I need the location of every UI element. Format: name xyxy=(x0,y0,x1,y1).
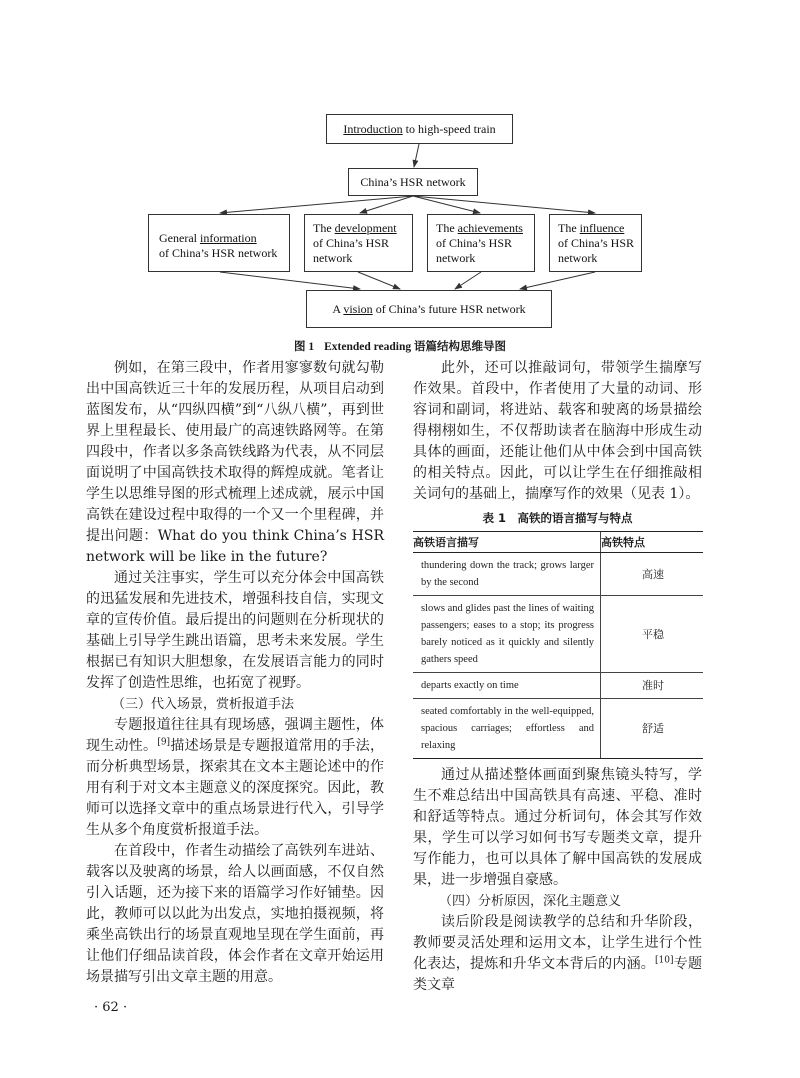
citation: [9] xyxy=(157,737,171,748)
figure-number: 图 1 xyxy=(293,341,315,353)
node-b3-pre: The xyxy=(436,221,458,235)
arrow-root-to-hsr xyxy=(414,144,419,167)
paragraph: 在首段中，作者生动描绘了高铁列车进站、载客以及驶离的场景，给人以画面感，不仅自然引入话题，还为接下来的语篇学习作好铺垫。因此，教师可以以此为出发点，实地拍摄视频，将乘坐高铁出行的场景直观地呈现在学生面前，再让他们仔细品读首段，体会作者在文章开始运用场景描写引出文章主题的用意。 xyxy=(86,843,384,985)
node-b2-keyword: development xyxy=(334,221,397,235)
table-header-feature: 高铁特点 xyxy=(601,532,704,553)
paragraph xyxy=(86,715,384,841)
left-column xyxy=(86,358,384,988)
arrow-hsr-to-achievements xyxy=(413,196,480,213)
paragraph: 通过从描述整体画面到聚焦镜头特写，学生不难总结出中国高铁具有高速、平稳、准时和舒适等特点。通过分析词句，体会其写作效果，学生可以学习如何书写专题类文章，提升写作能力，也可以具体了解中国高铁的发展成果，进一步增强自豪感。 xyxy=(413,767,702,888)
arrow-influence-to-vision xyxy=(520,272,595,289)
mind-map-figure xyxy=(0,0,800,335)
table-cell-feature: 舒适 xyxy=(601,699,704,759)
table-cell-feature: 平稳 xyxy=(601,596,704,673)
arrow-development-to-vision xyxy=(358,272,400,289)
table-header-row xyxy=(413,532,703,553)
paragraph-text: 专题类文章 xyxy=(413,956,703,993)
table-row xyxy=(413,699,703,759)
right-column xyxy=(413,358,702,996)
node-achievements xyxy=(427,214,535,272)
paragraph: 此外，还可以推敲词句，带领学生揣摩写作效果。首段中，作者使用了大量的动词、形容词和副词，将进站、载客和驶离的场景描绘得栩栩如生，不仅帮助读者在脑海中形成生动具体的画面，还能让他们从中体会到中国高铁的相关特点。因此，可以让学生在仔细推敲相关词句的基础上，揣摩写作的效果（见表 1）。 xyxy=(413,360,702,502)
node-b2-post: of China’s HSR network xyxy=(313,236,390,265)
node-b2-pre: The xyxy=(313,221,335,235)
node-introduction-keyword: Introduction xyxy=(343,122,403,136)
table-caption: 表 1 高铁的语言描写与特点 xyxy=(482,511,633,525)
section-heading: （四）分析原因，深化主题意义 xyxy=(439,894,622,909)
node-b4-post: of China’s HSR network xyxy=(558,236,635,265)
node-vision-pre: A xyxy=(332,302,344,316)
node-hsr-network-text: China’s HSR network xyxy=(360,175,466,189)
figure-caption-text: Extended reading 语篇结构思维导图 xyxy=(324,341,506,353)
paragraph-text: 专题报道往往具有现场感，强调主题性，体现生动性。 xyxy=(86,717,384,754)
arrow-info-to-vision xyxy=(220,272,360,289)
paragraph: 通过关注事实，学生可以充分体会中国高铁的迅猛发展和先进技术，增强科技自信，实现文章的宣传价值。最后提出的问题则在分析现状的基础上引导学生跳出语篇，思考未来发展。学生根据已有知识大胆想象，在发展语言能力的同时发挥了创造性思维，也拓宽了视野。 xyxy=(86,570,384,691)
node-b1-pre: General xyxy=(159,231,200,245)
node-introduction xyxy=(326,114,513,144)
node-b3-keyword: achievements xyxy=(457,221,523,235)
language-features-table xyxy=(413,531,703,759)
table-cell-description: departs exactly on time xyxy=(413,673,601,699)
paragraph-text: 读后阶段是阅读教学的总结和升华阶段，教师要灵活处理和运用文本，让学生进行个性化表达，提炼和升华文本背后的内涵。 xyxy=(413,914,702,972)
node-influence xyxy=(549,214,642,272)
table-row xyxy=(413,553,703,596)
table-cell-description: slows and glides past the lines of waiting passengers; eases to a stop; its progress barely noticed as it quickly and silently gathers speed xyxy=(413,596,601,673)
node-b1-post: of China’s HSR network xyxy=(159,246,278,260)
section-heading: （三）代入场景，赏析报道手法 xyxy=(112,697,295,712)
paragraph: 例如，在第三段中，作者用寥寥数句就勾勒出中国高铁近三十年的发展历程，从项目启动到蓝图发布，从“四纵四横”到“八纵八横”，再到世界上里程最长、使用最广的高速铁路网等。在第四段中，作者以多条高铁线路为代表，从不同层面说明了中国高铁技术取得的辉煌成就。笔者让学生以思维导图的形式梳理上述成就，展示中国高铁在建设过程中取得的一个又一个里程碑，并提出问题：What do you think China’s HSR network will be like in the future? xyxy=(86,360,384,565)
table-cell-description: thundering down the track; grows larger by the second xyxy=(413,553,601,596)
table-header-description: 高铁语言描写 xyxy=(413,532,601,553)
arrow-achievements-to-vision xyxy=(455,272,481,289)
node-hsr-network xyxy=(348,168,478,196)
table-cell-description: seated comfortably in the well-equipped, spacious carriages; effortless and relaxing xyxy=(413,699,601,759)
node-b1-keyword: information xyxy=(199,231,257,245)
node-development xyxy=(304,214,413,272)
page-number: · 62 · xyxy=(94,1000,128,1015)
citation: [10] xyxy=(655,955,674,966)
node-b4-pre: The xyxy=(558,221,580,235)
figure-caption xyxy=(0,338,800,354)
paragraph-text: 描述场景是专题报道常用的手法，而分析典型场景，探索其在文本主题论述中的作用有利于对文本主题意义的深度探究。因此，教师可以选择文章中的重点场景进行代入，引导学生从多个角度赏析报道手法。 xyxy=(86,738,384,838)
table-row xyxy=(413,673,703,699)
arrow-hsr-to-info xyxy=(220,196,413,213)
node-vision xyxy=(306,290,552,328)
table-cell-feature: 准时 xyxy=(601,673,704,699)
node-general-information xyxy=(148,214,290,272)
table-cell-feature: 高速 xyxy=(601,553,704,596)
node-b3-post: of China’s HSR network xyxy=(436,236,513,265)
node-vision-keyword: vision xyxy=(343,302,373,316)
node-vision-post: of China’s future HSR network xyxy=(372,302,526,316)
table-row xyxy=(413,596,703,673)
paragraph xyxy=(413,912,702,996)
node-b4-keyword: influence xyxy=(579,221,625,235)
node-introduction-text: to high-speed train xyxy=(402,122,496,136)
arrow-hsr-to-influence xyxy=(413,196,595,213)
